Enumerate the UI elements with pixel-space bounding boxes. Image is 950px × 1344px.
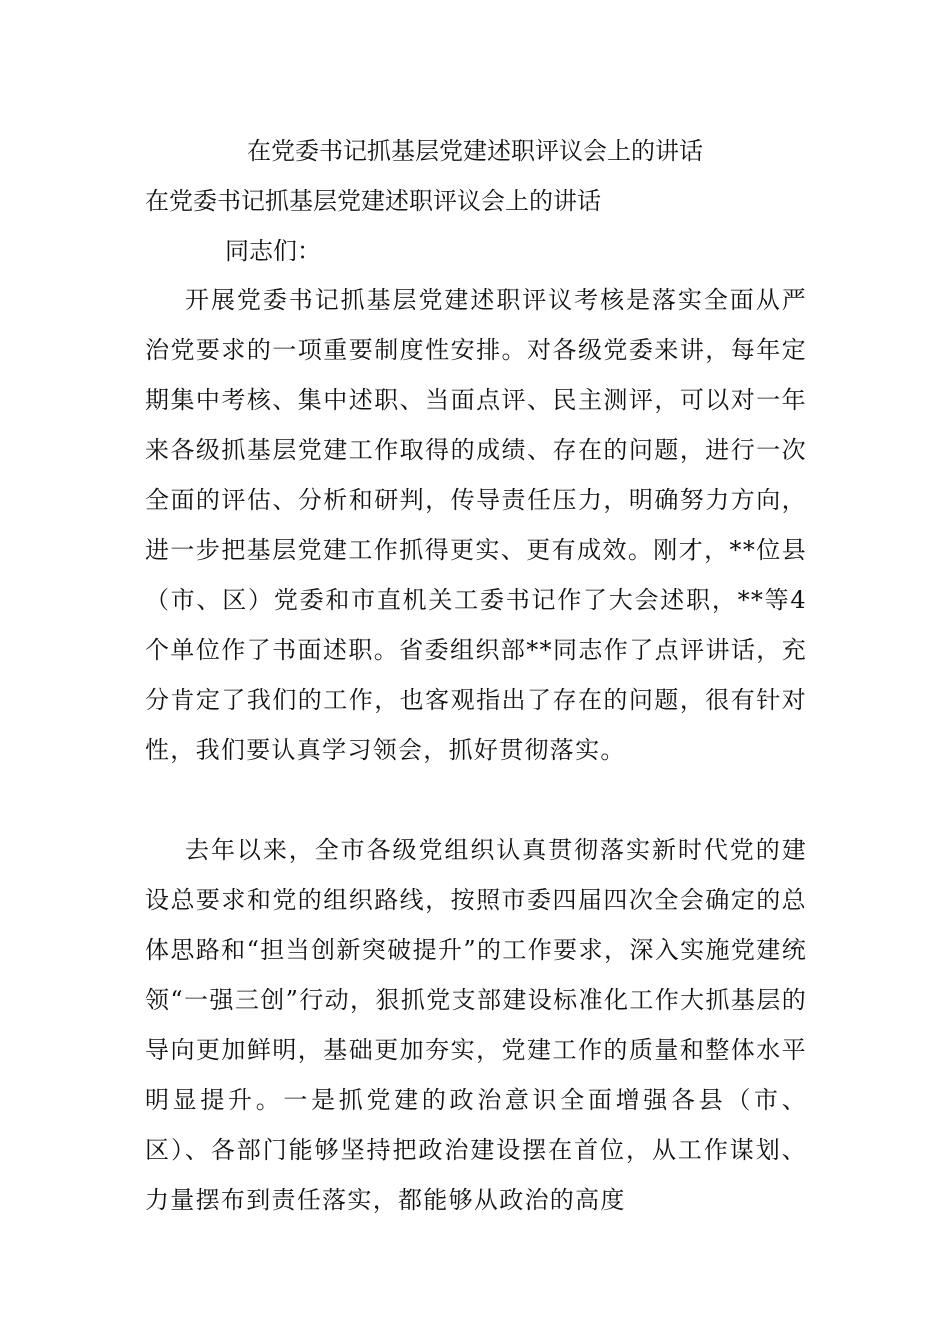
document-subtitle: 在党委书记抓基层党建述职评议会上的讲话 (145, 187, 601, 215)
document-title: 在党委书记抓基层党建述职评议会上的讲话 (247, 137, 703, 165)
paragraph-2: 去年以来，全市各级党组织认真贯彻落实新时代党的建设总要求和党的组织路线，按照市委四届四次全会确定的总体思路和“担当创新突破提升”的工作要求，深入实施党建统领“一强三创”行动，狠抓党支部建设标准化工作大抓基层的导向更加鲜明，基础更加夯实，党建工作的质量和整体水平明显提升。一是抓党建的政治意识全面增强各县（市、区）、各部门能够坚持把政治建设摆在首位，从工作谋划、力量摆布到责任落实，都能够从政治的高度 (145, 836, 807, 1214)
salutation: 同志们： (225, 237, 321, 265)
paragraph-1: 开展党委书记抓基层党建述职评议考核是落实全面从严治党要求的一项重要制度性安排。对各级党委来讲，每年定期集中考核、集中述职、当面点评、民主测评，可以对一年来各级抓基层党建工作取得的成绩、存在的问题，进行一次全面的评估、分析和研判，传导责任压力，明确努力方向，进一步把基层党建工作抓得更实、更有成效。刚才，**位县（市、区）党委和市直机关工委书记作了大会述职，**等4个单位作了书面述职。省委组织部**同志作了点评讲话，充分肯定了我们的工作，也客观指出了存在的问题，很有针对性，我们要认真学习领会，抓好贯彻落实。 (145, 286, 807, 764)
